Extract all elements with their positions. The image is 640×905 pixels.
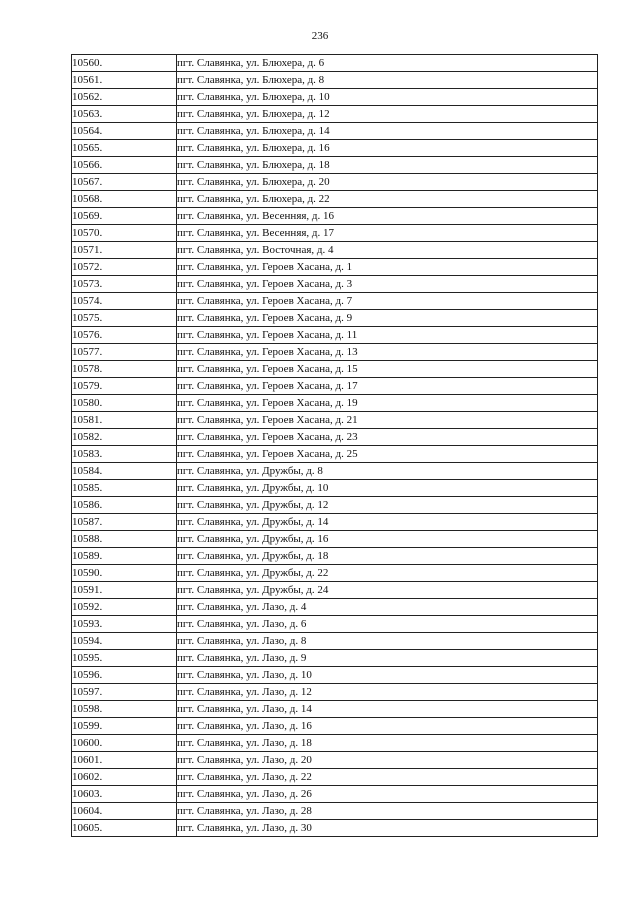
row-number: 10578. <box>72 361 177 378</box>
row-number: 10566. <box>72 157 177 174</box>
row-address: пгт. Славянка, ул. Лазо, д. 20 <box>177 752 598 769</box>
row-number: 10583. <box>72 446 177 463</box>
row-number: 10587. <box>72 514 177 531</box>
row-address: пгт. Славянка, ул. Блюхера, д. 12 <box>177 106 598 123</box>
row-number: 10575. <box>72 310 177 327</box>
table-row <box>72 548 598 565</box>
table-row <box>72 225 598 242</box>
row-number: 10582. <box>72 429 177 446</box>
row-number: 10574. <box>72 293 177 310</box>
row-number: 10591. <box>72 582 177 599</box>
table-row <box>72 259 598 276</box>
table-row <box>72 684 598 701</box>
row-address: пгт. Славянка, ул. Героев Хасана, д. 9 <box>177 310 598 327</box>
table-row <box>72 735 598 752</box>
row-address: пгт. Славянка, ул. Дружбы, д. 16 <box>177 531 598 548</box>
row-address: пгт. Славянка, ул. Лазо, д. 10 <box>177 667 598 684</box>
table-row <box>72 310 598 327</box>
row-address: пгт. Славянка, ул. Лазо, д. 28 <box>177 803 598 820</box>
row-address: пгт. Славянка, ул. Героев Хасана, д. 3 <box>177 276 598 293</box>
row-address: пгт. Славянка, ул. Лазо, д. 8 <box>177 633 598 650</box>
row-address: пгт. Славянка, ул. Героев Хасана, д. 7 <box>177 293 598 310</box>
table-row <box>72 633 598 650</box>
row-address: пгт. Славянка, ул. Героев Хасана, д. 13 <box>177 344 598 361</box>
table-row <box>72 582 598 599</box>
row-number: 10565. <box>72 140 177 157</box>
table-row <box>72 752 598 769</box>
table-row <box>72 55 598 72</box>
table-row <box>72 650 598 667</box>
row-address: пгт. Славянка, ул. Блюхера, д. 20 <box>177 174 598 191</box>
row-address: пгт. Славянка, ул. Лазо, д. 26 <box>177 786 598 803</box>
row-address: пгт. Славянка, ул. Героев Хасана, д. 1 <box>177 259 598 276</box>
row-address: пгт. Славянка, ул. Героев Хасана, д. 23 <box>177 429 598 446</box>
row-number: 10560. <box>72 55 177 72</box>
table-row <box>72 531 598 548</box>
table-row <box>72 701 598 718</box>
row-address: пгт. Славянка, ул. Блюхера, д. 22 <box>177 191 598 208</box>
row-address: пгт. Славянка, ул. Героев Хасана, д. 21 <box>177 412 598 429</box>
row-address: пгт. Славянка, ул. Лазо, д. 30 <box>177 820 598 837</box>
row-address: пгт. Славянка, ул. Лазо, д. 12 <box>177 684 598 701</box>
row-address: пгт. Славянка, ул. Героев Хасана, д. 17 <box>177 378 598 395</box>
row-number: 10572. <box>72 259 177 276</box>
row-number: 10576. <box>72 327 177 344</box>
row-address: пгт. Славянка, ул. Лазо, д. 4 <box>177 599 598 616</box>
table-row <box>72 786 598 803</box>
row-address: пгт. Славянка, ул. Дружбы, д. 14 <box>177 514 598 531</box>
table-row <box>72 191 598 208</box>
row-address: пгт. Славянка, ул. Лазо, д. 6 <box>177 616 598 633</box>
row-address: пгт. Славянка, ул. Блюхера, д. 16 <box>177 140 598 157</box>
table-row <box>72 412 598 429</box>
table-row <box>72 327 598 344</box>
row-number: 10564. <box>72 123 177 140</box>
row-number: 10589. <box>72 548 177 565</box>
table-row <box>72 344 598 361</box>
row-number: 10603. <box>72 786 177 803</box>
row-number: 10602. <box>72 769 177 786</box>
row-number: 10580. <box>72 395 177 412</box>
row-number: 10600. <box>72 735 177 752</box>
row-number: 10579. <box>72 378 177 395</box>
row-number: 10585. <box>72 480 177 497</box>
row-number: 10595. <box>72 650 177 667</box>
table-row <box>72 123 598 140</box>
row-address: пгт. Славянка, ул. Лазо, д. 22 <box>177 769 598 786</box>
table-row <box>72 718 598 735</box>
row-address: пгт. Славянка, ул. Дружбы, д. 10 <box>177 480 598 497</box>
table-row <box>72 72 598 89</box>
table-row <box>72 497 598 514</box>
row-number: 10599. <box>72 718 177 735</box>
row-address: пгт. Славянка, ул. Дружбы, д. 12 <box>177 497 598 514</box>
row-number: 10581. <box>72 412 177 429</box>
row-address: пгт. Славянка, ул. Героев Хасана, д. 25 <box>177 446 598 463</box>
row-number: 10586. <box>72 497 177 514</box>
page-number: 236 <box>311 30 329 42</box>
table-row <box>72 208 598 225</box>
row-number: 10567. <box>72 174 177 191</box>
row-number: 10577. <box>72 344 177 361</box>
address-table-body <box>72 55 598 837</box>
row-address: пгт. Славянка, ул. Весенняя, д. 17 <box>177 225 598 242</box>
table-row <box>72 293 598 310</box>
row-number: 10568. <box>72 191 177 208</box>
table-row <box>72 140 598 157</box>
row-number: 10597. <box>72 684 177 701</box>
row-number: 10590. <box>72 565 177 582</box>
row-number: 10605. <box>72 820 177 837</box>
row-number: 10588. <box>72 531 177 548</box>
table-row <box>72 463 598 480</box>
table-row <box>72 480 598 497</box>
row-address: пгт. Славянка, ул. Весенняя, д. 16 <box>177 208 598 225</box>
row-address: пгт. Славянка, ул. Дружбы, д. 24 <box>177 582 598 599</box>
row-address: пгт. Славянка, ул. Героев Хасана, д. 15 <box>177 361 598 378</box>
row-address: пгт. Славянка, ул. Дружбы, д. 18 <box>177 548 598 565</box>
row-number: 10569. <box>72 208 177 225</box>
row-address: пгт. Славянка, ул. Блюхера, д. 18 <box>177 157 598 174</box>
row-address: пгт. Славянка, ул. Лазо, д. 9 <box>177 650 598 667</box>
row-number: 10570. <box>72 225 177 242</box>
table-row <box>72 157 598 174</box>
row-number: 10598. <box>72 701 177 718</box>
table-row <box>72 667 598 684</box>
table-row <box>72 106 598 123</box>
row-number: 10562. <box>72 89 177 106</box>
row-address: пгт. Славянка, ул. Лазо, д. 18 <box>177 735 598 752</box>
row-address: пгт. Славянка, ул. Блюхера, д. 10 <box>177 89 598 106</box>
row-address: пгт. Славянка, ул. Героев Хасана, д. 19 <box>177 395 598 412</box>
table-row <box>72 599 598 616</box>
table-row <box>72 803 598 820</box>
table-row <box>72 378 598 395</box>
row-number: 10594. <box>72 633 177 650</box>
table-row <box>72 242 598 259</box>
table-row <box>72 174 598 191</box>
row-number: 10563. <box>72 106 177 123</box>
table-row <box>72 565 598 582</box>
table-row <box>72 446 598 463</box>
row-number: 10571. <box>72 242 177 259</box>
row-number: 10601. <box>72 752 177 769</box>
row-number: 10596. <box>72 667 177 684</box>
row-address: пгт. Славянка, ул. Дружбы, д. 8 <box>177 463 598 480</box>
row-number: 10593. <box>72 616 177 633</box>
row-address: пгт. Славянка, ул. Дружбы, д. 22 <box>177 565 598 582</box>
row-number: 10584. <box>72 463 177 480</box>
table-row <box>72 616 598 633</box>
row-address: пгт. Славянка, ул. Лазо, д. 16 <box>177 718 598 735</box>
table-row <box>72 395 598 412</box>
row-number: 10604. <box>72 803 177 820</box>
table-row <box>72 89 598 106</box>
table-row <box>72 276 598 293</box>
table-row <box>72 820 598 837</box>
table-row <box>72 769 598 786</box>
table-row <box>72 429 598 446</box>
address-table <box>71 54 598 837</box>
table-row <box>72 361 598 378</box>
row-number: 10561. <box>72 72 177 89</box>
row-address: пгт. Славянка, ул. Лазо, д. 14 <box>177 701 598 718</box>
row-address: пгт. Славянка, ул. Восточная, д. 4 <box>177 242 598 259</box>
row-number: 10592. <box>72 599 177 616</box>
row-number: 10573. <box>72 276 177 293</box>
row-address: пгт. Славянка, ул. Блюхера, д. 8 <box>177 72 598 89</box>
row-address: пгт. Славянка, ул. Блюхера, д. 14 <box>177 123 598 140</box>
row-address: пгт. Славянка, ул. Блюхера, д. 6 <box>177 55 598 72</box>
table-row <box>72 514 598 531</box>
row-address: пгт. Славянка, ул. Героев Хасана, д. 11 <box>177 327 598 344</box>
